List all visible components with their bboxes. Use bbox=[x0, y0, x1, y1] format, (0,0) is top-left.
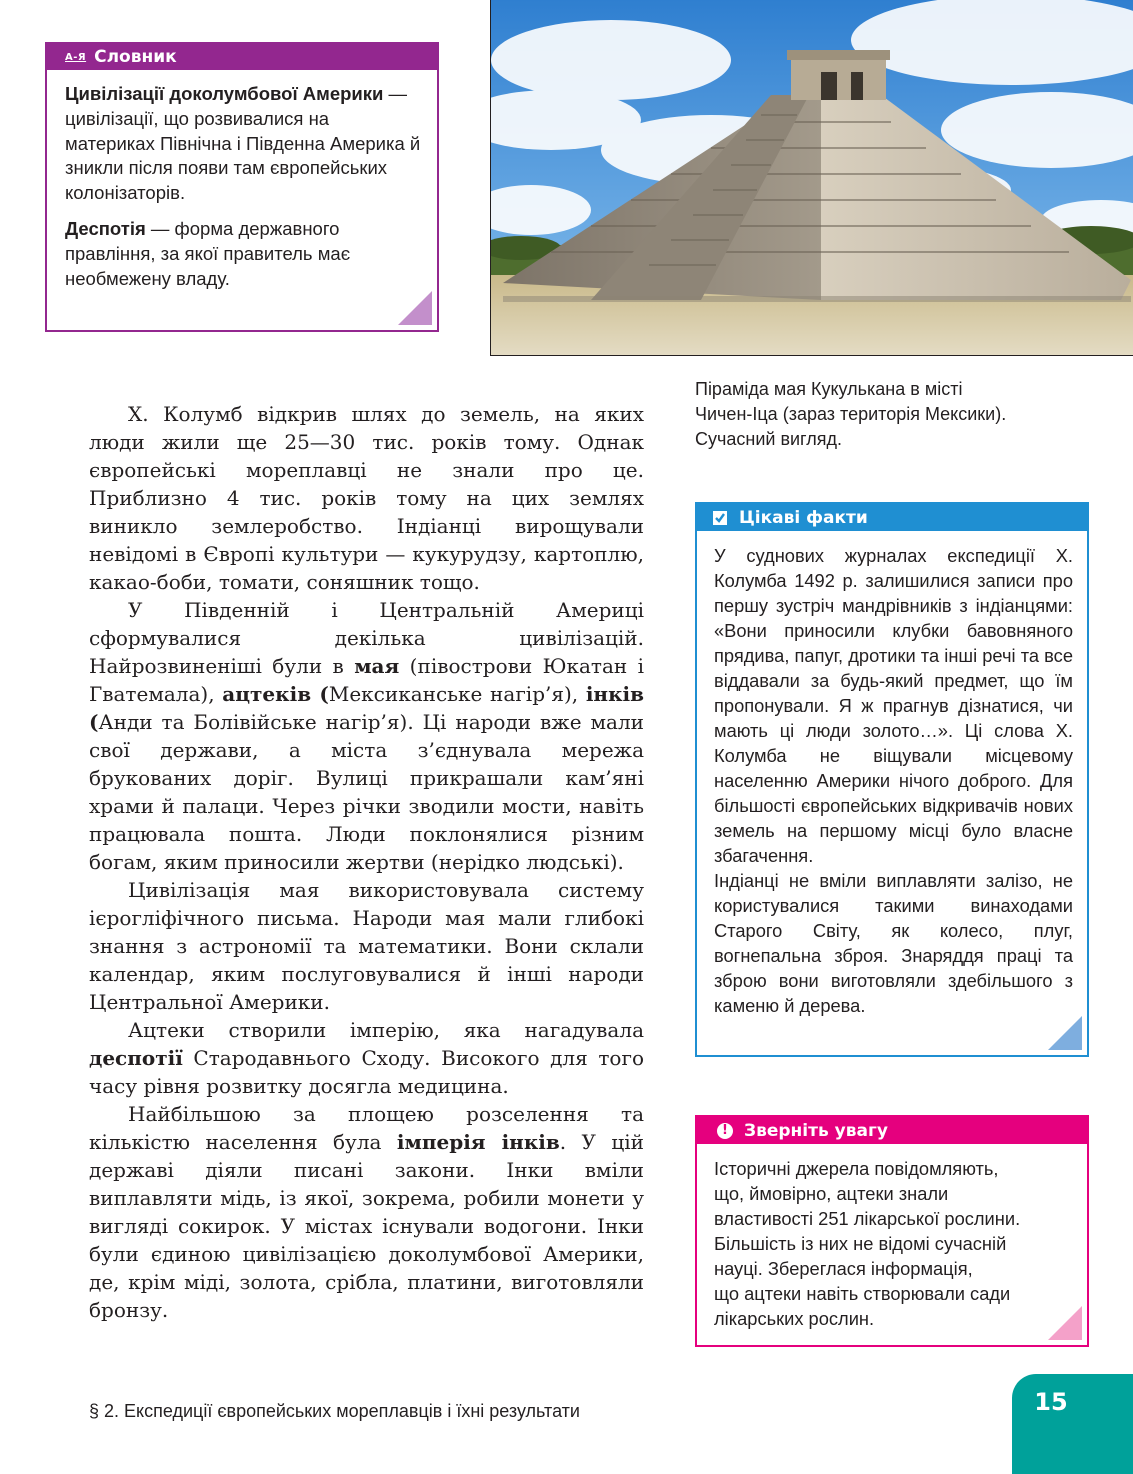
attention-line: науці. Збереглася інформація, bbox=[714, 1258, 973, 1279]
glossary-entry-despotism bbox=[65, 217, 421, 291]
checkbox-icon bbox=[713, 511, 727, 525]
facts-paragraph: У суднових журналах експедиції Х. Колумба 1492 р. залишилися записи про першу зустріч мандрівників з індіанцями: «Вони приносили клубки бавовняного прядива, папуг, дротики та інші речі та все віддавали за будь-який предмет, що їм пропонували. Я ж прагнув дізнатися, чи мають ці люди золото…». Ці слова Х. Колумба не віщували місцевому населенню Америки нічого доброго. Для більшості європейських відкривачів нових земель на першому місці було власне збагачення. bbox=[714, 545, 1073, 866]
text-run: (півострови Юкатан і Гватемала), bbox=[89, 654, 644, 706]
paragraph: Х. Колумб відкрив шлях до земель, на яких люди жили ще 25—30 тис. років тому. Однак європейські мореплавці не знали про це. Приблизно 4 тис. років тому на цих землях виникло землеробство. Індіанці вирощували невідомі в Європі культури — кукурудзу, картоплю, какао-боби, томати, соняшник тощо. bbox=[89, 402, 644, 594]
corner-decoration bbox=[1048, 1016, 1082, 1050]
paragraph bbox=[89, 1016, 644, 1100]
text-run: Мексиканське нагір’я), bbox=[328, 682, 586, 706]
caption-line: Чичен-Іца (зараз територія Мексики). bbox=[695, 404, 1007, 424]
text-run: Стародавнього Сходу. Високого для того часу рівня розвитку досягла медицина. bbox=[89, 1046, 644, 1098]
bold-term-incas: інків ( bbox=[89, 682, 645, 734]
bold-term-despotism: деспотії bbox=[89, 1046, 183, 1070]
attention-line: що ацтеки навіть створювали сади bbox=[714, 1283, 1011, 1304]
photo-caption bbox=[695, 377, 1115, 452]
corner-decoration bbox=[398, 291, 432, 325]
page-number: 15 bbox=[1034, 1388, 1068, 1416]
attention-line: властивості 251 лікарської рослини. bbox=[714, 1208, 1021, 1229]
glossary-header bbox=[47, 44, 437, 70]
glossary-term: Цивілізації доколумбової Америки bbox=[65, 83, 384, 104]
glossary-definition: — форма державного правління, за якої правитель має необмежену владу. bbox=[65, 217, 351, 289]
glossary-box bbox=[45, 42, 439, 332]
bold-term-aztecs: ацтеків ( bbox=[222, 682, 329, 706]
attention-box bbox=[695, 1115, 1089, 1347]
main-text bbox=[89, 400, 644, 1324]
facts-title: Цікаві факти bbox=[739, 507, 868, 528]
facts-header bbox=[697, 504, 1087, 531]
text-run: Ацтеки створили імперію, яка нагадувала bbox=[128, 1018, 644, 1042]
bold-term-inca-empire: імперія інків bbox=[396, 1130, 560, 1154]
paragraph bbox=[89, 596, 644, 876]
facts-box bbox=[695, 502, 1089, 1057]
facts-paragraph: Індіанці не вміли виплавляти залізо, не користувалися такими винаходами Старого Світу, як колесо, плуг, вогнепальна зброя. Знаряддя праці та зброю вони виготовляли здебільшого з каменю й дерева. bbox=[714, 870, 1073, 1016]
exclamation-icon: ! bbox=[717, 1123, 733, 1139]
attention-header bbox=[697, 1117, 1087, 1144]
glossary-term: Деспотія bbox=[65, 217, 146, 239]
text-run: Анди та Болівійське нагір’я). Ці народи вже мали свої держави, а міста з’єднувала мережа брукованих доріг. Вулиці прикрашали кам’яні храми й палаци. Через річки зводили мости, навіть працювала пошта. Люди поклонялися різним богам, яким приносили жертви (нерідко людські). bbox=[89, 710, 644, 874]
running-footer: § 2. Експедиції європейських мореплавців і їхні результати bbox=[89, 1401, 580, 1421]
glossary-entry-civilizations bbox=[65, 82, 421, 206]
glossary-definition: — цивілізації, що розвивалися на материках Північна і Південна Америка й зникли після появи там європейських колонізаторів. bbox=[65, 83, 421, 204]
paragraph bbox=[89, 1100, 644, 1324]
page-number-tab bbox=[1012, 1374, 1133, 1474]
attention-line: Історичні джерела повідомляють, bbox=[714, 1158, 999, 1179]
glossary-title: Словник bbox=[94, 47, 177, 67]
attention-line: що, ймовірно, ацтеки знали bbox=[714, 1183, 949, 1204]
text-run: . У цій державі діяли писані закони. Інки вміли виплавляти мідь, із якої, зокрема, робили монети у вигляді сокирок. У містах існували водогони. Інки були єдиною цивілізацією доколумбової Америки, де, крім міді, золота, срібла, платини, виготовляли бронзу. bbox=[89, 1130, 644, 1322]
paragraph: Цивілізація мая використовувала систему ієрогліфічного письма. Народи мая мали глибокі знання з астрономії та математики. Вони склали календар, яким послуговувалися й інші народи Центральної Америки. bbox=[89, 878, 644, 1014]
attention-title: Зверніть увагу bbox=[744, 1120, 888, 1141]
attention-line: лікарських рослин. bbox=[714, 1308, 875, 1329]
attention-line: Більшість із них не відомі сучасній bbox=[714, 1233, 1007, 1254]
corner-decoration bbox=[1048, 1306, 1082, 1340]
bold-term-maya: мая bbox=[354, 654, 400, 678]
alphabet-icon: А-Я bbox=[65, 51, 87, 63]
caption-line: Сучасний вигляд. bbox=[695, 429, 842, 449]
text-run: Найбільшою за площею розселення та кількістю населення була bbox=[89, 1102, 644, 1154]
text-run: У Південній і Центральній Америці сформувалися декілька цивілізацій. Найрозвиненіші були в bbox=[89, 598, 644, 678]
pyramid-photo bbox=[490, 0, 1133, 356]
caption-line: Піраміда мая Кукулькана в місті bbox=[695, 379, 963, 399]
